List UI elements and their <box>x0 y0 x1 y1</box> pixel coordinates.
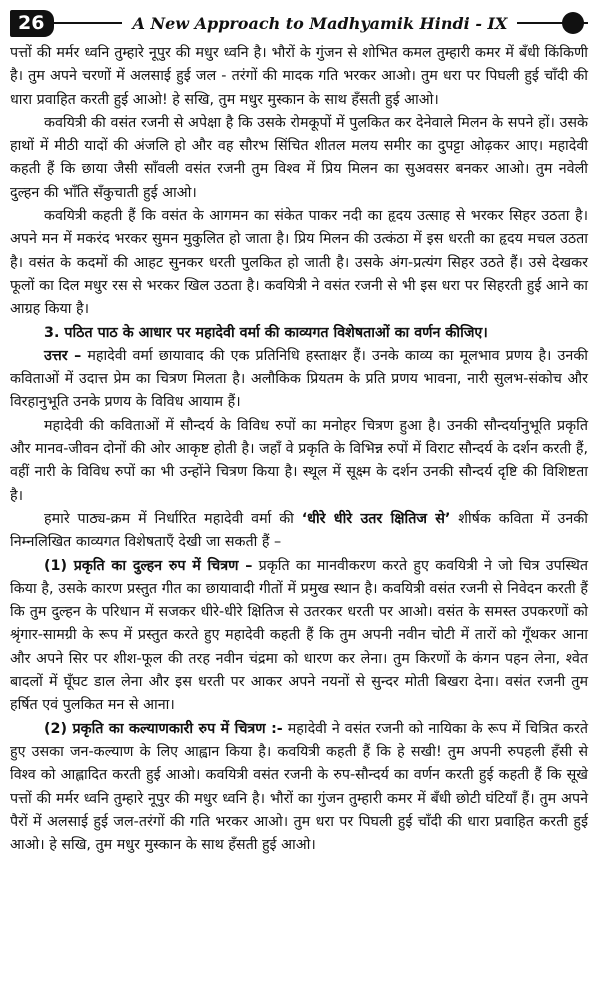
point-1-paragraph <box>10 555 588 718</box>
textbook-page <box>0 8 600 990</box>
point-2-text: महादेवी ने वसंत रजनी को नायिका के रूप में चित्रित करते हुए उसका जन-कल्याण के लिए आह्वान किया है। कवयित्री कहती हैं कि हे सखी! तुम अपनी रुपहली हँसी से विश्व को आह्लादित करती हुई आओ। कवयित्री वसंत रजनी के रुप-सौन्दर्य का वर्णन करती हुई कहती हैं कि सूखे पत्तों की मर्मर ध्वनि तुम्हारे नूपुर की मधुर ध्वनि है। भौरों का गुंजन तुम्हारी कमर में बँधी छोटी घंटियाँ हैं। तुम अपने पैरों में अलसाई हुई जल-तरंगों की गति भरकर आओ। तुम धरा पर पिघली हुई चाँदी की धारा प्रवाहित करती हुई आओ। हे सखि, तुम मधुर मुस्कान के साथ हँसती हुई आओ। <box>10 720 588 854</box>
page-body <box>10 42 588 857</box>
page-number: 26 <box>10 10 54 37</box>
poem-title: ‘धीरे धीरे उतर क्षितिज से’ <box>301 510 451 527</box>
question-3-heading: 3. पठित पाठ के आधार पर महादेवी वर्मा की काव्यगत विशेषताओं का वर्णन कीजिए। <box>44 324 488 341</box>
point-1-text: प्रकृति का मानवीकरण करते हुए कवयित्री ने जो चित्र उपस्थित किया है, उसके कारण प्रस्तुत गीत का छायावादी गीतों में प्रमुख स्थान है। कवयित्री वसंत रजनी से निवेदन करती हैं कि तुम दुल्हन के परिधान में सजकर धीरे-धीरे क्षितिज से उतरकर धरती पर आओ। वसंत के समस्त उपकरणों को श्रृंगार-सामग्री के रूप में प्रस्तुत करते हुए महादेवी कहती हैं कि तुम अपनी नवीन चोटी में तारों को गूँथकर आना और अपने सिर पर शीश-फूल की तरह नवीन चंद्रमा को धारण कर लेना। तुम किरणों के कंगन पहन लेना, श्वेत बादलों में घूँघट डाल लेना और इस धरती पर आकर अपने नयनों से सुन्दर मोती बिखरा देना। वसंत रजनी तुम हर्षित एवं पुलकित मन से आना। <box>10 557 588 714</box>
paragraph-1: पत्तों की मर्मर ध्वनि तुम्हारे नूपुर की मधुर ध्वनि है। भौरों के गुंजन से शोभित कमल तुम्हारी कमर में बँधी किंकिणी है। तुम अपने चरणों में अलसाई हुई जल - तरंगों की मादक गति भरकर आओ। तुम धरा पर पिघली हुई चाँदी की धारा प्रवाहित करती हुई आओ! हे सखि, तुम मधुर मुस्कान के साथ हँसती हुई आओ। <box>10 45 588 108</box>
point-2-paragraph <box>10 718 588 858</box>
point-2-heading: (2) प्रकृति का कल्याणकारी रुप में चित्रण :- <box>44 720 283 737</box>
paragraph-beauty: महादेवी की कविताओं में सौन्दर्य के विविध रुपों का मनोहर चित्रण हुआ है। उनकी सौन्दर्यानुभूति प्रकृति और मानव-जीवन दोनों की ओर आकृष्ट होती है। जहाँ वे प्रकृति के विभिन्न रुपों में विराट सौन्दर्य के दर्शन करती हैं, वहीं नारी के विविध रुपों का भी उन्होंने चित्रण किया है। स्थूल में सूक्ष्म के दर्शन उनकी सौन्दर्य दृष्टि की विशिष्टता है। <box>10 417 588 504</box>
answer-label: उत्तर – <box>44 347 82 364</box>
syllabus-text-pre: हमारे पाठ्य-क्रम में निर्धारित महादेवी वर्मा की <box>44 510 302 527</box>
page-header <box>10 8 588 38</box>
paragraph-syllabus <box>10 508 588 555</box>
paragraph-2: कवयित्री की वसंत रजनी से अपेक्षा है कि उसके रोमकूपों में पुलकित कर देनेवाले मिलन के सपने हों। उसके हाथों में मीठी यादों की अंजलि हो और वह सौरभ सिंचित शीतल मलय समीर का दुपट्टा ओढ़कर आए। महादेवी कहती हैं कि छाया जैसी साँवली वसंत रजनी तुम विश्व में प्रिय मिलन का सुअवसर बनकर आओ। तुम नवेली दुल्हन की भाँति सँकुचाती हुई आओ। <box>10 114 588 201</box>
answer-paragraph <box>10 345 588 415</box>
answer-text: महादेवी वर्मा छायावाद की एक प्रतिनिधि हस्ताक्षर हैं। उनके काव्य का मूलभाव प्रणय है। उनकी कविताओं में उदात्त प्रेम का चित्रण मिलता है। अलौकिक प्रियतम के प्रति प्रणय भावना, नारी सुलभ-संकोच और विरहानुभूति उनके प्रणय के विविध आयाम हैं। <box>10 347 588 411</box>
book-title: A New Approach to Madhyamik Hindi - IX <box>122 14 517 33</box>
point-1-heading: (1) प्रकृति का दुल्हन रुप में चित्रण – <box>44 557 253 574</box>
paragraph-3: कवयित्री कहती हैं कि वसंत के आगमन का संकेत पाकर नदी का हृदय उत्साह से भरकर सिहर उठता है। अपने मन में मकरंद भरकर सुमन मुकुलित हो जाता है। प्रिय मिलन की उत्कंठा में इस धरती का हृदय मचल उठता है। वसंत के कदमों की आहट सुनकर धरती पुलकित हो जाती है। उसके अंग-प्रत्यंग सिहर उठते हैं। उसे देखकर फूलों का दिल मधुर रस से भरकर खिल उठता है। कवयित्री ने वसंत रजनी से भी इस धरा पर सिहरती हुई आने का आग्रह किया है। <box>10 208 588 318</box>
syllabus-text-post: शीर्षक कविता में उनकी निम्नलिखित काव्यगत विशेषताएँ देखी जा सकती हैं – <box>10 510 588 551</box>
header-dot-icon <box>562 12 584 34</box>
